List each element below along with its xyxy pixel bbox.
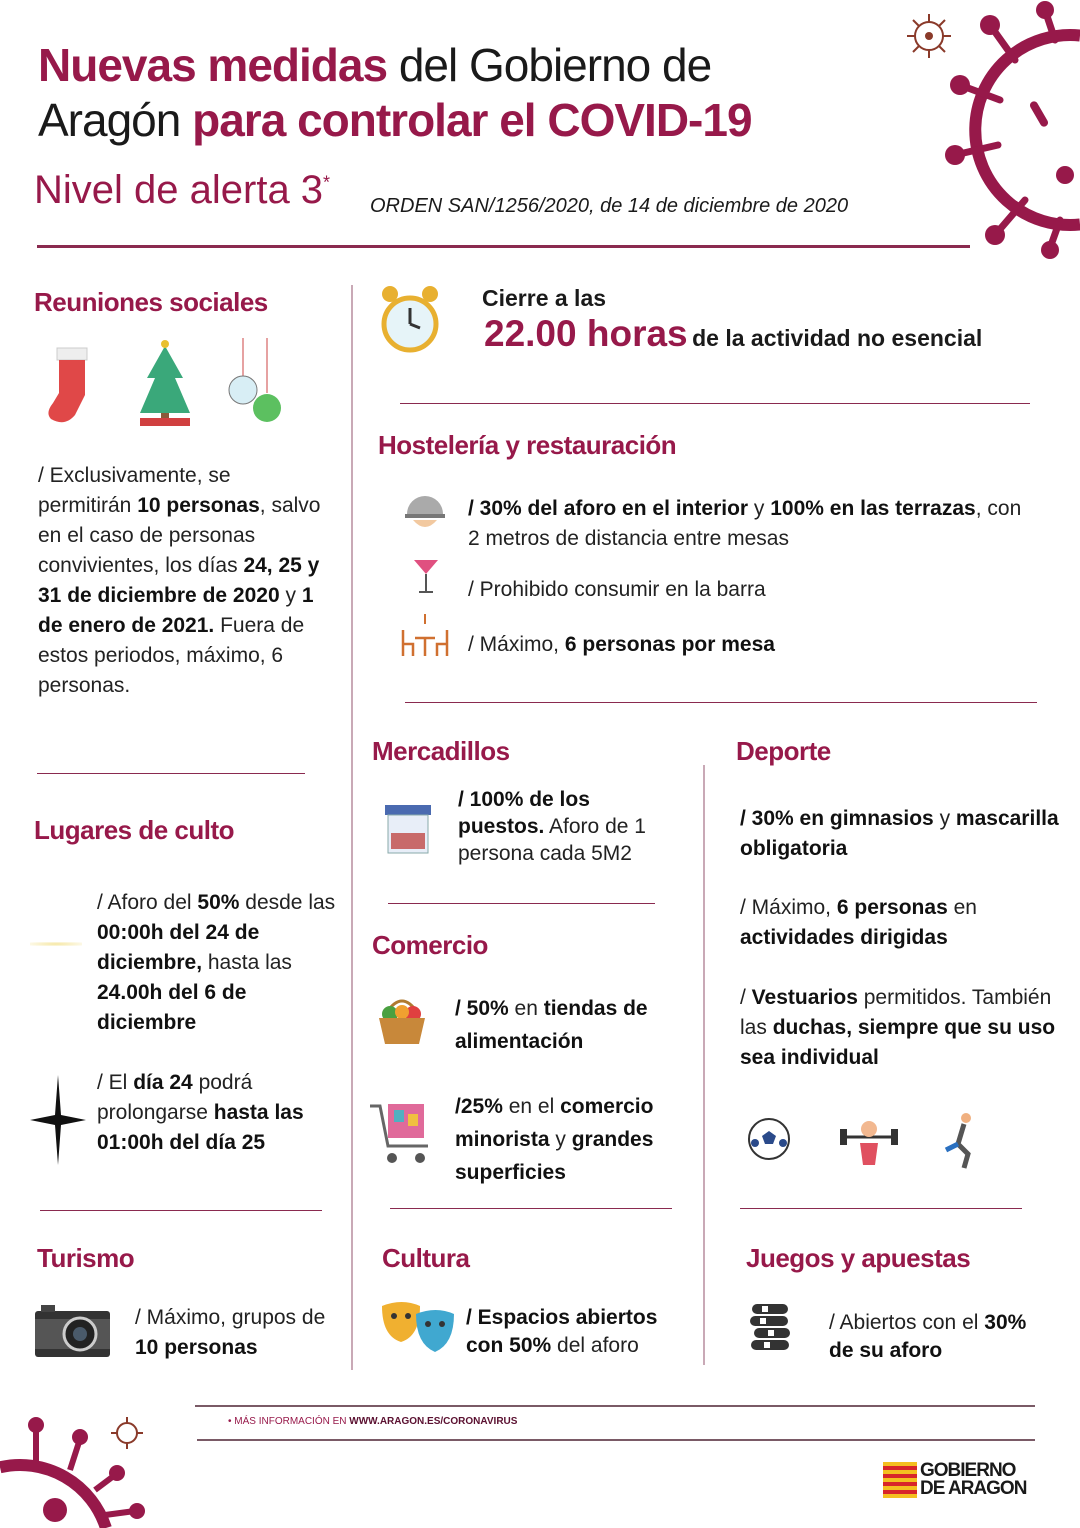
bold-text: / 50% xyxy=(455,997,509,1020)
culto-heading: Lugares de culto xyxy=(34,815,235,845)
cocktail-icon xyxy=(412,552,440,596)
divider xyxy=(40,1210,322,1211)
bold-text: 24.00h del 6 de diciembre xyxy=(97,981,247,1034)
text-segment: permitidos. También las xyxy=(740,986,1052,1039)
bold-text: 10 personas xyxy=(135,1336,258,1359)
text-segment: y xyxy=(549,1128,572,1151)
juegos-heading: Juegos y apuestas xyxy=(746,1243,971,1273)
hosteleria-item xyxy=(468,630,1028,660)
cloche-icon xyxy=(403,490,447,536)
divider xyxy=(390,1208,672,1209)
bold-text: Nuevas medidas xyxy=(38,39,388,91)
mercadillos-text xyxy=(458,786,678,867)
shopping-cart-icon xyxy=(368,1100,432,1166)
bold-text: comercio minorista xyxy=(455,1095,654,1151)
soccer-ball-icon xyxy=(747,1117,791,1161)
text-segment: desde las xyxy=(239,891,336,914)
juegos-text xyxy=(829,1309,1049,1365)
cultura-heading: Cultura xyxy=(382,1243,470,1273)
runner-icon xyxy=(940,1112,980,1170)
text-segment: / Exclusivamente, se permitirán xyxy=(38,464,231,517)
camera-icon xyxy=(35,1305,110,1357)
bold-text: hasta las 01:00h del día 25 xyxy=(97,1101,304,1154)
text-segment: / Máximo, grupos de xyxy=(135,1306,326,1329)
text-segment: en xyxy=(508,997,544,1020)
bold-text: 50% xyxy=(197,891,240,914)
footer-info-link[interactable]: WWW.ARAGON.ES/CORONAVIRUS xyxy=(349,1416,518,1427)
bold-text: 100% en las terrazas xyxy=(770,497,976,520)
bold-text: 6 personas por mesa xyxy=(564,633,775,656)
footer-info: • MÁS INFORMACIÓN EN WWW.ARAGON.ES/CORONAVIRUS xyxy=(228,1416,518,1427)
bold-text: / 30% del aforo en el interior xyxy=(468,497,749,520)
hosteleria-heading: Hostelería y restauración xyxy=(378,430,677,460)
alert-level-text: Nivel de alerta 3 xyxy=(34,168,324,212)
text-segment: / Máximo, xyxy=(740,896,837,919)
turismo-heading: Turismo xyxy=(37,1243,135,1273)
bold-text: mascarilla obligatoria xyxy=(740,807,1059,860)
food-basket-icon xyxy=(375,992,429,1046)
text-segment: podrá prolongarse xyxy=(97,1071,253,1124)
divider xyxy=(37,773,305,774)
column-divider-left xyxy=(351,285,353,1370)
text-segment: / Abiertos con el xyxy=(829,1311,985,1334)
comercio-item-2 xyxy=(455,1090,700,1189)
divider xyxy=(388,903,655,904)
footer-divider-bottom xyxy=(197,1439,1035,1441)
text-segment: y xyxy=(748,497,771,520)
bold-text: / 30% en gimnasios xyxy=(740,807,934,830)
text-segment: / Prohibido consumir en la barra xyxy=(468,578,766,601)
market-stall-icon xyxy=(383,803,433,855)
cierre-line2 xyxy=(484,313,982,355)
deporte-item xyxy=(740,804,1060,864)
christmas-ornaments-icon xyxy=(225,338,285,428)
bold-text: Vestuarios xyxy=(751,986,858,1009)
text-segment: y xyxy=(279,584,302,607)
title-line-1 xyxy=(38,38,711,92)
cierre-rest: de la actividad no esencial xyxy=(692,325,983,351)
text-segment: , salvo en el caso de personas convivientes, los días xyxy=(38,494,321,577)
cultura-text xyxy=(466,1304,696,1360)
bold-text: 24, 25 y 31 de diciembre de 2020 xyxy=(38,554,320,607)
text-segment: , con 2 metros de distancia entre mesas xyxy=(468,497,1022,550)
text-segment: en el xyxy=(502,1095,561,1118)
bold-text: 00:00h del 24 de diciembre, xyxy=(97,921,260,974)
culto-item-1 xyxy=(97,888,347,1038)
reuniones-heading: Reuniones sociales xyxy=(34,287,268,317)
glow-icon xyxy=(30,942,82,946)
column-divider-right xyxy=(703,765,705,1365)
divider xyxy=(405,702,1037,703)
divider xyxy=(400,403,1030,404)
deporte-item xyxy=(740,983,1070,1073)
bold-text: / 100% de los puestos. xyxy=(458,788,590,838)
reuniones-text xyxy=(38,461,328,701)
deporte-item xyxy=(740,893,1060,953)
bold-text: actividades dirigidas xyxy=(740,926,948,949)
logo-line-1: GOBIERNO xyxy=(920,1460,1016,1481)
text-segment: en xyxy=(947,896,977,919)
bold-text: tiendas de alimentación xyxy=(455,997,648,1053)
text-segment: del Gobierno de xyxy=(387,39,712,91)
theater-masks-icon xyxy=(380,1300,456,1356)
bold-text: grandes superficies xyxy=(455,1128,654,1184)
hosteleria-item xyxy=(468,575,1028,605)
text-segment: / Máximo, xyxy=(468,633,565,656)
text-segment: / xyxy=(740,986,752,1009)
table-chairs-icon xyxy=(400,612,450,658)
christmas-stocking-icon xyxy=(45,343,100,428)
cierre-time: 22.00 horas xyxy=(484,313,688,354)
text-segment: / El xyxy=(97,1071,134,1094)
text-segment: Fuera de estos periodos, máximo, 6 personas. xyxy=(38,614,305,697)
text-segment: Aragón xyxy=(38,94,193,146)
alarm-clock-icon xyxy=(380,284,440,358)
text-segment: del aforo xyxy=(551,1334,639,1357)
bold-text: día 24 xyxy=(133,1071,193,1094)
hosteleria-item xyxy=(468,494,1038,554)
text-segment: / Aforo del xyxy=(97,891,198,914)
title-line-2 xyxy=(38,93,752,147)
alert-level xyxy=(34,168,330,213)
christmas-tree-icon xyxy=(135,338,195,430)
cierre-line1: Cierre a las xyxy=(482,285,607,311)
bold-text: 1 de enero de 2021. xyxy=(38,584,314,637)
logo-line-2: DE ARAGON xyxy=(920,1478,1027,1499)
bold-text: 10 personas xyxy=(137,494,260,517)
comercio-heading: Comercio xyxy=(372,930,488,960)
weightlifter-icon xyxy=(838,1115,900,1167)
footer-divider-top xyxy=(195,1405,1035,1407)
bold-text: 30% de su aforo xyxy=(829,1311,1027,1362)
text-segment: y xyxy=(933,807,956,830)
poker-chips-icon xyxy=(748,1302,792,1358)
bold-text: 6 personas xyxy=(836,896,948,919)
gobierno-aragon-logo xyxy=(883,1462,1026,1498)
star-icon xyxy=(30,1075,86,1165)
virus-icon-small xyxy=(905,12,953,60)
comercio-item-1 xyxy=(455,992,695,1058)
turismo-text xyxy=(135,1303,335,1363)
bold-text: / Espacios abiertos con 50% xyxy=(466,1306,658,1357)
mercadillos-heading: Mercadillos xyxy=(372,736,510,766)
bold-text: /25% xyxy=(455,1095,503,1118)
footer-info-prefix: MÁS INFORMACIÓN EN xyxy=(234,1416,350,1427)
bold-text: duchas, siempre que su uso sea individual xyxy=(740,1016,1056,1069)
header-divider xyxy=(37,245,970,248)
text-segment: Aforo de 1 persona cada 5M2 xyxy=(458,815,646,865)
deporte-heading: Deporte xyxy=(736,736,831,766)
virus-icon-bottom-small xyxy=(110,1416,144,1450)
text-segment: hasta las xyxy=(202,951,292,974)
divider xyxy=(740,1208,1022,1209)
order-reference: ORDEN SAN/1256/2020, de 14 de diciembre de 2020 xyxy=(370,195,849,217)
virus-icon-large xyxy=(940,0,1080,260)
alert-asterisk: * xyxy=(323,172,331,193)
culto-item-2 xyxy=(97,1068,347,1158)
aragon-flag-icon xyxy=(883,1462,917,1498)
bold-text: para controlar el COVID-19 xyxy=(192,94,752,146)
